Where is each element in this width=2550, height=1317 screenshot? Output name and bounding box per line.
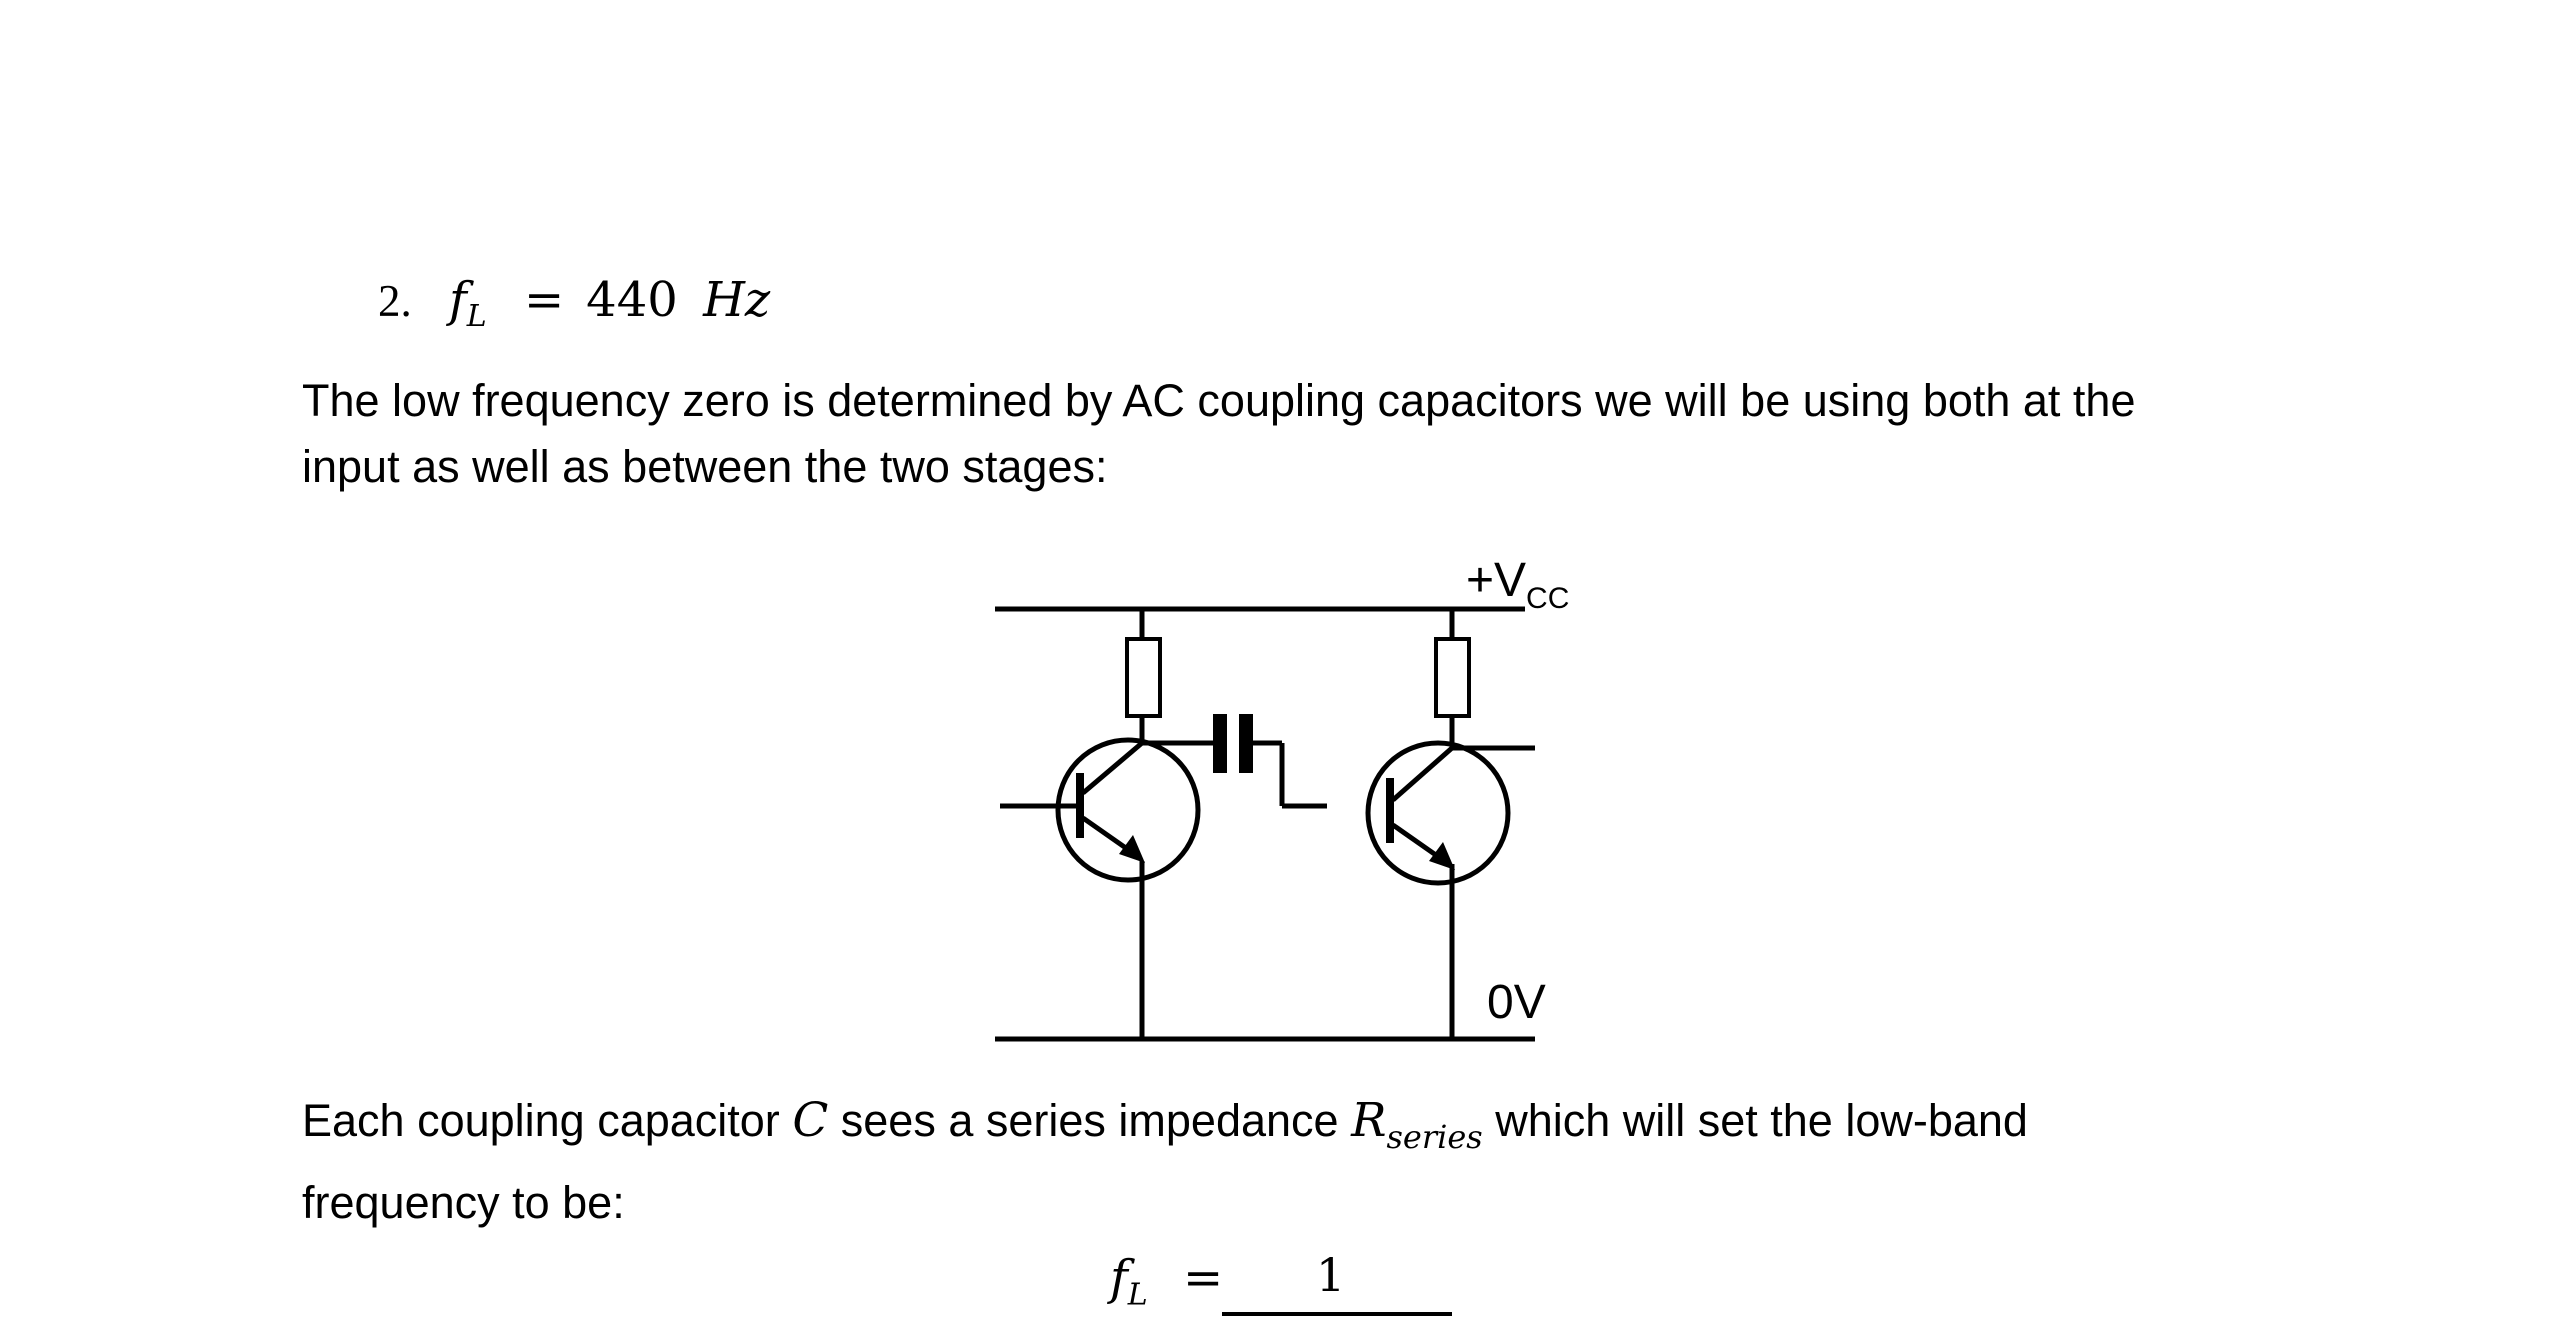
supply-voltage-label: $+V_{CC}$ <box>1466 554 1570 615</box>
frequency-unit: Hz <box>703 272 771 328</box>
formula-subscript: L <box>1127 1277 1148 1313</box>
capacitor-symbol: C <box>792 1093 829 1148</box>
two-stage-amplifier-circuit <box>985 538 1605 1058</box>
coupling-paragraph <box>302 1088 2302 1236</box>
coupling-line-1 <box>302 1088 2302 1170</box>
coupling-text-1: Each coupling capacitor <box>302 1095 793 1146</box>
ground-voltage-label: 0V <box>1487 976 1546 1029</box>
coupling-line-2: frequency to be: <box>302 1177 625 1228</box>
intro-paragraph <box>302 368 2302 500</box>
left-emitter-arrow <box>1119 835 1145 863</box>
equals-sign: = <box>523 272 565 328</box>
list-number: 2. <box>378 276 412 326</box>
formula-numerator: 1 <box>1316 1248 1346 1302</box>
frequency-symbol: f <box>449 272 467 328</box>
capacitor-plate-left <box>1213 714 1227 773</box>
coupling-text-3: which will set the low-band <box>1482 1095 2028 1146</box>
series-resistance-subscript: series <box>1386 1118 1483 1156</box>
frequency-value: 440 <box>586 272 678 328</box>
formula-symbol: f <box>1110 1250 1128 1306</box>
series-resistance-symbol: $R_{series}$ <box>1351 1093 1483 1156</box>
right-collector-resistor <box>1436 639 1469 716</box>
right-emitter-arrow <box>1429 842 1455 870</box>
formula-equals: = <box>1182 1250 1224 1306</box>
frequency-equation <box>449 272 770 334</box>
supply-voltage-subscript: CC <box>1526 582 1570 615</box>
intro-line-2: input as well as between the two stages: <box>302 441 1108 492</box>
frequency-subscript: L <box>466 299 487 334</box>
capacitor-plate-right <box>1239 714 1253 773</box>
formula-lhs <box>1110 1250 1223 1313</box>
coupling-text-2: sees a series impedance <box>828 1095 1352 1146</box>
intro-line-1: The low frequency zero is determined by AC coupling capacitors we will be using both at the <box>302 375 2136 426</box>
left-collector-resistor <box>1127 639 1160 716</box>
formula-fraction-bar <box>1222 1312 1452 1316</box>
